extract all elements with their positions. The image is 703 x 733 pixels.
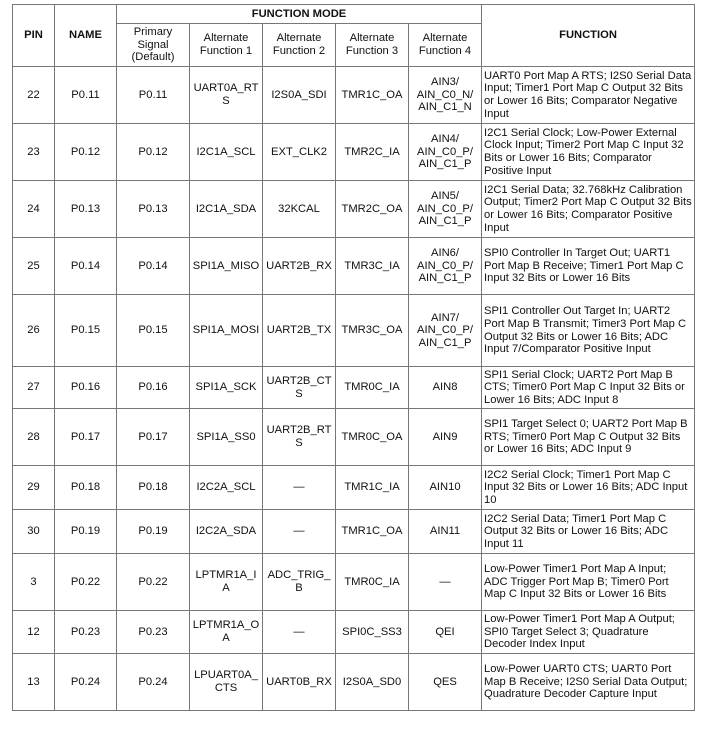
header-primary: Primary Signal (Default) (117, 24, 190, 67)
header-name: NAME (55, 5, 117, 67)
pin-cell: 13 (13, 654, 55, 711)
name-cell: P0.11 (55, 67, 117, 124)
alt-function-4-cell: AIN11 (409, 510, 482, 554)
alt-function-4-cell: QEI (409, 611, 482, 654)
pin-cell: 23 (13, 124, 55, 181)
alt-function-4-cell: AIN10 (409, 466, 482, 510)
alt-function-4-cell: QES (409, 654, 482, 711)
pin-cell: 29 (13, 466, 55, 510)
alt-function-3-cell: TMR2C_OA (336, 181, 409, 238)
header-alt1: Alternate Function 1 (190, 24, 263, 67)
function-description-cell: I2C1 Serial Data; 32.768kHz Calibration Output; Timer2 Port Map C Output 32 Bits or Lower 16 Bits; Comparator Positive Input (482, 181, 695, 238)
alt-function-3-cell: TMR1C_OA (336, 67, 409, 124)
alt-function-1-cell: SPI1A_SS0 (190, 409, 263, 466)
function-description-cell: UART0 Port Map A RTS; I2S0 Serial Data Input; Timer1 Port Map C Output 32 Bits or Lower 16 Bits; Comparator Negative Input (482, 67, 695, 124)
alt-function-1-cell: I2C2A_SCL (190, 466, 263, 510)
alt-function-4-cell: AIN8 (409, 367, 482, 409)
alt-function-2-cell: UART2B_RTS (263, 409, 336, 466)
table-body (13, 67, 695, 711)
function-description-cell: I2C1 Serial Clock; Low-Power External Clock Input; Timer2 Port Map C Input 32 Bits or Lower 16 Bits; Comparator Positive Input (482, 124, 695, 181)
alt-function-3-cell: TMR3C_OA (336, 295, 409, 367)
header-alt4: Alternate Function 4 (409, 24, 482, 67)
alt-function-3-cell: TMR2C_IA (336, 124, 409, 181)
primary-signal-cell: P0.11 (117, 67, 190, 124)
alt-function-1-cell: SPI1A_MOSI (190, 295, 263, 367)
table-row (13, 409, 695, 466)
primary-signal-cell: P0.16 (117, 367, 190, 409)
name-cell: P0.23 (55, 611, 117, 654)
alt-function-3-cell: TMR1C_IA (336, 466, 409, 510)
alt-function-2-cell: — (263, 510, 336, 554)
name-cell: P0.13 (55, 181, 117, 238)
name-cell: P0.17 (55, 409, 117, 466)
primary-signal-cell: P0.22 (117, 554, 190, 611)
function-description-cell: Low-Power UART0 CTS; UART0 Port Map B Receive; I2S0 Serial Data Output; Quadrature Decoder Capture Input (482, 654, 695, 711)
table-row (13, 181, 695, 238)
header-function-mode: FUNCTION MODE (117, 5, 482, 24)
name-cell: P0.19 (55, 510, 117, 554)
primary-signal-cell: P0.18 (117, 466, 190, 510)
alt-function-1-cell: SPI1A_SCK (190, 367, 263, 409)
function-description-cell: I2C2 Serial Data; Timer1 Port Map C Output 32 Bits or Lower 16 Bits; ADC Input 11 (482, 510, 695, 554)
pin-cell: 28 (13, 409, 55, 466)
table-header (13, 5, 695, 67)
name-cell: P0.14 (55, 238, 117, 295)
pin-function-table (12, 4, 695, 711)
function-description-cell: SPI1 Serial Clock; UART2 Port Map B CTS; Timer0 Port Map C Input 32 Bits or Lower 16 Bits; ADC Input 8 (482, 367, 695, 409)
alt-function-2-cell: UART2B_TX (263, 295, 336, 367)
table-row (13, 554, 695, 611)
alt-function-2-cell: UART0B_RX (263, 654, 336, 711)
alt-function-4-cell: AIN9 (409, 409, 482, 466)
alt-function-3-cell: TMR0C_IA (336, 367, 409, 409)
table-row (13, 367, 695, 409)
alt-function-4-cell: AIN3/ AIN_C0_N/ AIN_C1_N (409, 67, 482, 124)
alt-function-1-cell: LPUART0A_CTS (190, 654, 263, 711)
alt-function-3-cell: TMR0C_IA (336, 554, 409, 611)
table-row (13, 238, 695, 295)
primary-signal-cell: P0.19 (117, 510, 190, 554)
pin-cell: 30 (13, 510, 55, 554)
alt-function-1-cell: UART0A_RTS (190, 67, 263, 124)
pin-cell: 25 (13, 238, 55, 295)
pin-cell: 27 (13, 367, 55, 409)
alt-function-2-cell: I2S0A_SDI (263, 67, 336, 124)
pin-cell: 26 (13, 295, 55, 367)
header-alt2: Alternate Function 2 (263, 24, 336, 67)
alt-function-4-cell: — (409, 554, 482, 611)
alt-function-2-cell: ADC_TRIG_B (263, 554, 336, 611)
pin-cell: 3 (13, 554, 55, 611)
table-row (13, 295, 695, 367)
alt-function-4-cell: AIN4/ AIN_C0_P/ AIN_C1_P (409, 124, 482, 181)
name-cell: P0.15 (55, 295, 117, 367)
function-description-cell: SPI1 Controller Out Target In; UART2 Port Map B Transmit; Timer3 Port Map C Output 32 Bits or Lower 16 Bits; ADC Input 7/Comparator Positive Input (482, 295, 695, 367)
alt-function-2-cell: EXT_CLK2 (263, 124, 336, 181)
alt-function-1-cell: I2C1A_SCL (190, 124, 263, 181)
alt-function-1-cell: SPI1A_MISO (190, 238, 263, 295)
alt-function-4-cell: AIN6/ AIN_C0_P/ AIN_C1_P (409, 238, 482, 295)
alt-function-4-cell: AIN7/ AIN_C0_P/ AIN_C1_P (409, 295, 482, 367)
alt-function-1-cell: I2C2A_SDA (190, 510, 263, 554)
primary-signal-cell: P0.24 (117, 654, 190, 711)
function-description-cell: SPI0 Controller In Target Out; UART1 Port Map B Receive; Timer1 Port Map C Input 32 Bits or Lower 16 Bits (482, 238, 695, 295)
table-row (13, 67, 695, 124)
alt-function-3-cell: I2S0A_SD0 (336, 654, 409, 711)
pin-cell: 24 (13, 181, 55, 238)
header-alt3: Alternate Function 3 (336, 24, 409, 67)
alt-function-4-cell: AIN5/ AIN_C0_P/ AIN_C1_P (409, 181, 482, 238)
function-description-cell: I2C2 Serial Clock; Timer1 Port Map C Input 32 Bits or Lower 16 Bits; ADC Input 10 (482, 466, 695, 510)
name-cell: P0.12 (55, 124, 117, 181)
primary-signal-cell: P0.14 (117, 238, 190, 295)
name-cell: P0.24 (55, 654, 117, 711)
function-description-cell: Low-Power Timer1 Port Map A Input; ADC Trigger Port Map B; Timer0 Port Map C Input 32 Bits or Lower 16 Bits (482, 554, 695, 611)
alt-function-2-cell: UART2B_CTS (263, 367, 336, 409)
function-description-cell: Low-Power Timer1 Port Map A Output; SPI0 Target Select 3; Quadrature Decoder Index Input (482, 611, 695, 654)
pin-cell: 22 (13, 67, 55, 124)
alt-function-2-cell: — (263, 466, 336, 510)
header-pin: PIN (13, 5, 55, 67)
table-row (13, 654, 695, 711)
primary-signal-cell: P0.13 (117, 181, 190, 238)
function-description-cell: SPI1 Target Select 0; UART2 Port Map B RTS; Timer0 Port Map C Output 32 Bits or Lower 16 Bits; ADC Input 9 (482, 409, 695, 466)
alt-function-3-cell: TMR1C_OA (336, 510, 409, 554)
alt-function-2-cell: UART2B_RX (263, 238, 336, 295)
table-row (13, 510, 695, 554)
name-cell: P0.18 (55, 466, 117, 510)
primary-signal-cell: P0.23 (117, 611, 190, 654)
primary-signal-cell: P0.12 (117, 124, 190, 181)
name-cell: P0.22 (55, 554, 117, 611)
alt-function-1-cell: I2C1A_SDA (190, 181, 263, 238)
primary-signal-cell: P0.15 (117, 295, 190, 367)
alt-function-3-cell: SPI0C_SS3 (336, 611, 409, 654)
primary-signal-cell: P0.17 (117, 409, 190, 466)
alt-function-1-cell: LPTMR1A_OA (190, 611, 263, 654)
header-function: FUNCTION (482, 5, 695, 67)
alt-function-2-cell: 32KCAL (263, 181, 336, 238)
alt-function-3-cell: TMR3C_IA (336, 238, 409, 295)
table-row (13, 466, 695, 510)
alt-function-2-cell: — (263, 611, 336, 654)
table-row (13, 611, 695, 654)
name-cell: P0.16 (55, 367, 117, 409)
alt-function-3-cell: TMR0C_OA (336, 409, 409, 466)
table-row (13, 124, 695, 181)
alt-function-1-cell: LPTMR1A_IA (190, 554, 263, 611)
pin-cell: 12 (13, 611, 55, 654)
